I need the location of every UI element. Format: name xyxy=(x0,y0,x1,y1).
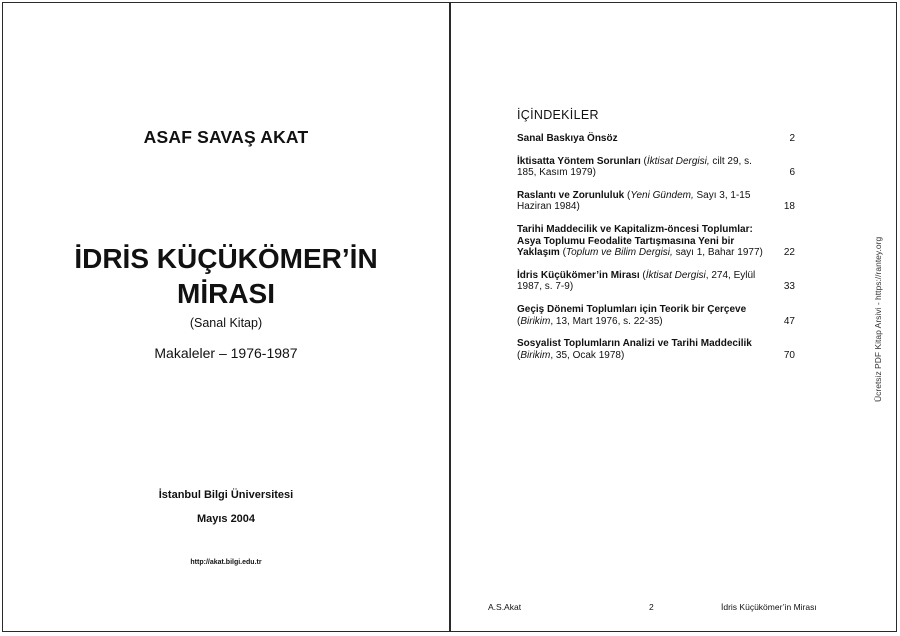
book-subtitle: (Sanal Kitap) xyxy=(189,316,263,330)
toc-entry[interactable]: Tarihi Maddecilik ve Kapitalizm-öncesi Toplumlar: Asya Toplumu Feodalite Tartışmasına Yeni bir Yaklaşım (Toplum ve Bilim Dergisi, sayı 1, Bahar 1977) 22 xyxy=(517,223,795,259)
publisher: İstanbul Bilgi Üniversitesi xyxy=(158,489,294,501)
toc-entry-page: 6 xyxy=(789,167,795,179)
toc-entry-title: Tarihi Maddecilik ve Kapitalizm-öncesi Toplumlar: Asya Toplumu Feodalite Tartışmasına Yeni bir Yaklaşım xyxy=(517,223,753,259)
toc-entry[interactable]: Sosyalist Toplumların Analizi ve Tarihi Maddecilik (Birikim, 35, Ocak 1978) 70 xyxy=(517,338,795,361)
collection-range: Makaleler – 1976-1987 xyxy=(154,345,298,361)
toc-entry[interactable]: Geçiş Dönemi Toplumları için Teorik bir Çerçeve (Birikim, 13, Mart 1976, s. 22-35) 47 xyxy=(517,303,795,327)
toc-entry-page: 18 xyxy=(783,201,795,213)
toc-entry-source: Birikim xyxy=(520,349,551,361)
toc-entry-source: İktisat Dergisi xyxy=(645,269,706,281)
toc-entry-source: İktisat Dergisi, xyxy=(646,155,710,167)
toc-heading: İÇİNDEKİLER xyxy=(517,108,599,122)
publication-date: Mayıs 2004 xyxy=(196,513,256,525)
toc-entry-page: 2 xyxy=(789,133,795,144)
side-watermark-note: Ücretsiz PDF Kitap Arsivi - https://rantey.org xyxy=(873,236,883,402)
toc-entry-title: İktisatta Yöntem Sorunları xyxy=(517,155,641,167)
toc-entry-title: Sosyalist Toplumların Analizi ve Tarihi Maddecilik xyxy=(517,338,752,350)
toc-entry-title: Geçiş Dönemi Toplumları için Teorik bir Çerçeve xyxy=(517,303,747,315)
toc-entry-title: İdris Küçükömer’in Mirası xyxy=(517,269,640,281)
toc-entry[interactable]: Raslantı ve Zorunluluk (Yeni Gündem, Sayı 3, 1-15 Haziran 1984) 18 xyxy=(517,189,795,213)
toc-entry[interactable]: İktisatta Yöntem Sorunları (İktisat Dergisi, cilt 29, s. 185, Kasım 1979) 6 xyxy=(517,155,795,179)
website-url[interactable]: http://akat.bilgi.edu.tr xyxy=(190,559,262,566)
toc-entry[interactable] xyxy=(517,133,807,145)
toc-entry-title: Sanal Baskıya Önsöz xyxy=(517,133,618,144)
toc-entry-title: Raslantı ve Zorunluluk xyxy=(517,189,625,201)
left-page xyxy=(2,2,450,632)
toc-entry-source: Yeni Gündem, xyxy=(630,189,694,201)
toc-entry[interactable]: İdris Küçükömer’in Mirası (İktisat Dergisi, 274, Eylül 1987, s. 7-9) 33 xyxy=(517,269,795,293)
toc-entry-source: Toplum ve Bilim Dergisi, xyxy=(565,247,673,259)
toc-entry-page: 22 xyxy=(783,247,795,259)
book-title xyxy=(3,241,449,311)
toc-entry-page: 70 xyxy=(783,349,795,361)
toc-entry-page: 33 xyxy=(783,281,795,293)
toc-entry-source: Birikim xyxy=(520,315,551,327)
right-page xyxy=(450,2,897,632)
footer-author: A.S.Akat xyxy=(488,602,522,612)
author-name: ASAF SAVAŞ AKAT xyxy=(143,127,309,147)
table-of-contents xyxy=(517,133,807,372)
toc-entry-page: 47 xyxy=(783,315,795,327)
book-title-line-1: İDRİS KÜÇÜKÖMER’İN xyxy=(74,243,378,274)
footer-book-title: İdris Küçükömer’in Mirası xyxy=(721,602,817,612)
book-title-line-2: MİRASI xyxy=(177,278,275,309)
footer-page-number: 2 xyxy=(649,602,654,612)
